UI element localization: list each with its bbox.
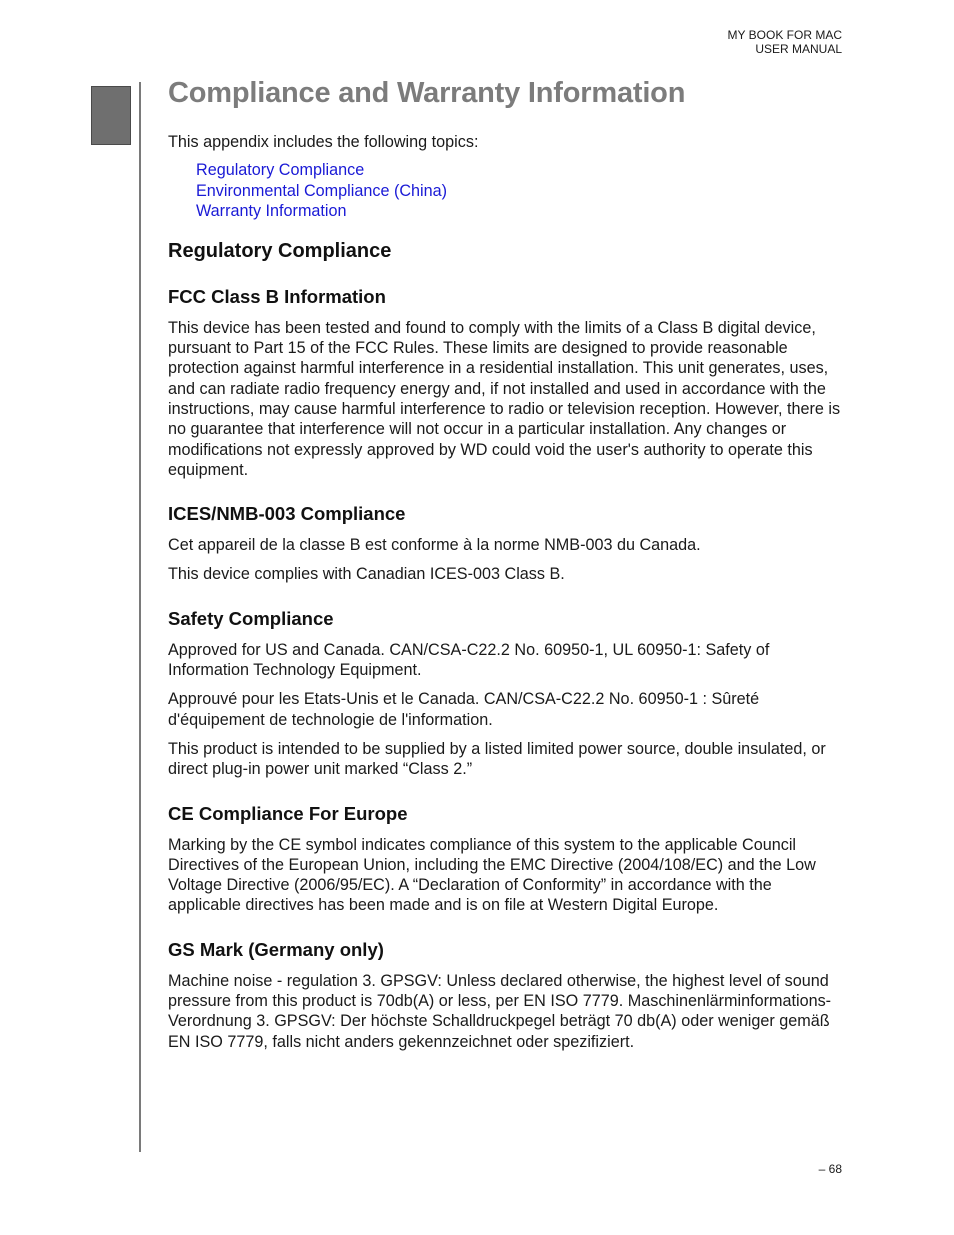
topic-item [196,181,843,202]
ce-paragraph: Marking by the CE symbol indicates compliance of this system to the applicable Council Directives of the European Union, including the EMC Directive (2004/108/EC) and the Low Voltage Directive (2006/95/EC). A “Declaration of Conformity” in accordance with the applicable directives has been made and is on file at Western Digital Europe. [168,835,816,915]
section-heading-regulatory-compliance: Regulatory Compliance [168,239,392,262]
fcc-paragraph: This device has been tested and found to comply with the limits of a Class B digital device, pursuant to Part 15 of the FCC Rules. These limits are designed to provide reasonable protection against harmful interference in a residential installation. This unit generates, uses, and can radiate radio frequency energy and, if not installed and used in accordance with the instructions, may cause harmful interference to radio or television reception. However, there is no guarantee that interference will not occur in a particular installation. Any changes or modifications not expressly approved by WD could void the user's authority to operate this equipment. [168,318,841,479]
vertical-margin-rule [139,82,141,1152]
intro-text: This appendix includes the following topics: [168,133,479,151]
topic-link-regulatory-compliance[interactable]: Regulatory Compliance [196,161,365,180]
ices-paragraph-french: Cet appareil de la classe B est conforme à la norme NMB-003 du Canada. [168,536,701,555]
subheading-ices: ICES/NMB-003 Compliance [168,503,406,525]
page-title: Compliance and Warranty Information [168,77,686,109]
subheading-safety: Safety Compliance [168,607,334,629]
running-header [728,28,842,56]
safety-paragraph-english: Approved for US and Canada. CAN/CSA-C22.2 No. 60950-1, UL 60950-1: Safety of Information Technology Equipment. [168,640,770,680]
subheading-gs-mark: GS Mark (Germany only) [168,938,384,960]
topic-link-warranty-information[interactable]: Warranty Information [196,202,347,221]
safety-paragraph-power: This product is intended to be supplied by a listed limited power source, double insulated, or direct plug-in power unit marked “Class 2.” [168,739,826,779]
topics-list [196,160,843,222]
subheading-ce: CE Compliance For Europe [168,802,408,824]
chapter-tab-marker [91,86,131,145]
topic-link-environmental-compliance[interactable]: Environmental Compliance (China) [196,181,448,200]
page-number: – 68 [818,1162,842,1176]
header-document-type: USER MANUAL [755,42,842,56]
gs-paragraph: Machine noise - regulation 3. GPSGV: Unless declared otherwise, the highest level of sound pressure from this product is 70db(A) or less, per EN ISO 7779. Maschinenlärminformations-Verordnung 3. GPSGV: Der höchste Schalldruckpegel beträgt 70 db(A) oder weniger gemäß EN ISO 7779, falls nicht anders gekennzeichnet oder spezifiziert. [168,971,832,1051]
topic-item [196,160,843,181]
topic-item [196,201,843,222]
subheading-fcc: FCC Class B Information [168,285,386,307]
page-content [168,76,843,1052]
header-product-name: MY BOOK FOR MAC [727,28,842,42]
ices-paragraph-english: This device complies with Canadian ICES-003 Class B. [168,565,565,584]
safety-paragraph-french: Approuvé pour les Etats-Unis et le Canada. CAN/CSA-C22.2 No. 60950-1 : Sûreté d'équipement de technologie de l'information. [168,690,760,729]
